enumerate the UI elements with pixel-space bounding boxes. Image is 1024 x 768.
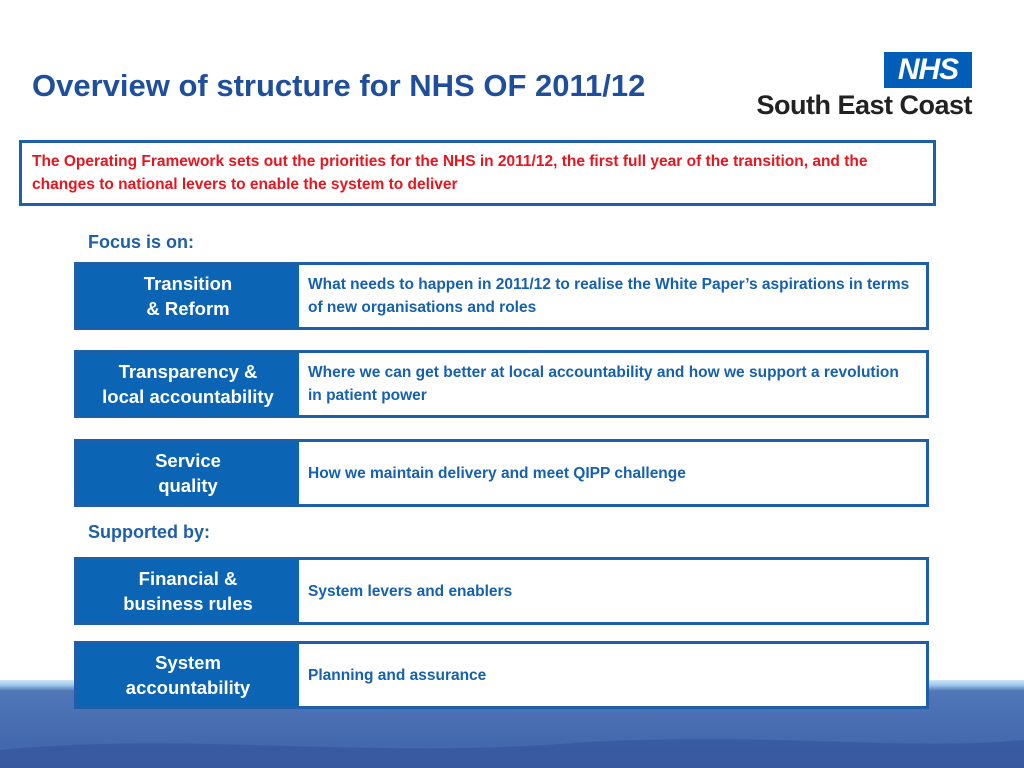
focus-row-transparency [74, 350, 929, 418]
supported-row-system-accountability [74, 641, 929, 709]
supported-row-financial [74, 557, 929, 625]
supported-heading: Supported by: [88, 522, 210, 542]
focus-row-service-quality [74, 439, 929, 507]
nhs-wordmark: NHS [884, 52, 972, 88]
intro-text: The Operating Framework sets out the priorities for the NHS in 2011/12, the first full year of the transition, and the changes to national levers to enable the system to deliver [32, 153, 868, 193]
row-label: Service quality [77, 442, 299, 504]
row-description: Where we can get better at local accountability and how we support a revolution in patient power [308, 364, 899, 404]
row-description: What needs to happen in 2011/12 to realise the White Paper’s aspirations in terms of new organisations and roles [308, 276, 910, 316]
row-label: Transparency & local accountability [77, 353, 299, 415]
slide-title: Overview of structure for NHS OF 2011/12 [32, 68, 646, 103]
row-label: System accountability [77, 644, 299, 706]
logo-region-name: South East Coast [756, 90, 972, 120]
row-description: System levers and enablers [308, 582, 513, 600]
row-label: Transition & Reform [77, 265, 299, 327]
focus-row-transition [74, 262, 929, 330]
footer-wave [0, 728, 1024, 768]
row-description: How we maintain delivery and meet QIPP challenge [308, 464, 686, 482]
nhs-logo [742, 52, 974, 124]
row-description: Planning and assurance [308, 666, 487, 684]
row-label: Financial & business rules [77, 560, 299, 622]
intro-box [19, 140, 936, 206]
focus-heading: Focus is on: [88, 232, 195, 252]
